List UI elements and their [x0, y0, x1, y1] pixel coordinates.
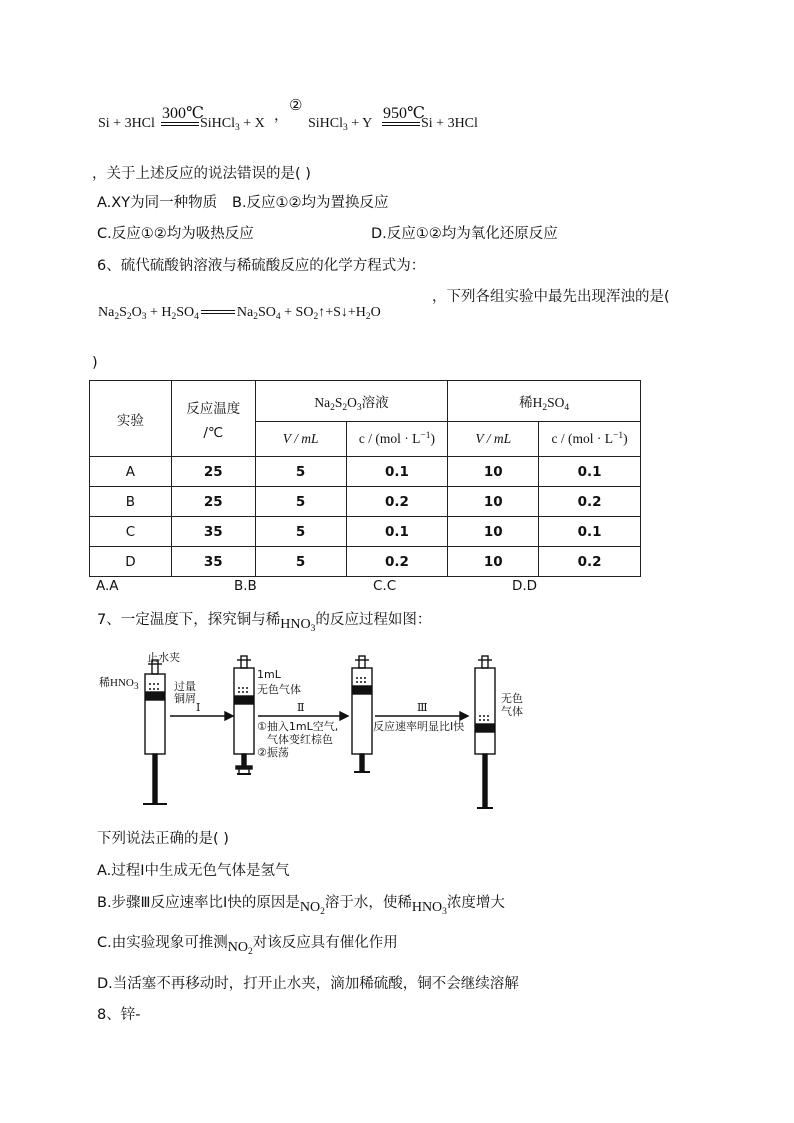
- table-cell: 0.2: [346, 487, 448, 517]
- eq2-condition: 950℃: [383, 105, 425, 122]
- table-cell: 35: [171, 547, 255, 577]
- q8-stem: 8、锌-: [97, 1007, 141, 1023]
- row-label: D: [90, 547, 172, 577]
- header-thiosulfate: $Na_2S_2O_3$溶液: [255, 381, 448, 422]
- q6-stem-tail: ，下列各组实验中最先出现浑浊的是(: [432, 289, 670, 305]
- q6-close-paren: ): [92, 355, 98, 371]
- q6-option-c: C.C: [373, 578, 397, 594]
- table-cell: 10: [448, 517, 539, 547]
- table-cell: 0.2: [539, 547, 641, 577]
- label-final-gas: 气体: [501, 705, 523, 718]
- q5-option-d: D.反应①②均为氧化还原反应: [371, 226, 558, 242]
- table-cell: 5: [255, 547, 346, 577]
- q7-option-c: C.由实验现象可推测$NO_2$对该反应具有催化作用: [97, 935, 398, 957]
- q6-option-b: B.B: [234, 578, 257, 594]
- table-cell: 0.2: [346, 547, 448, 577]
- eq1-rhs: SiHCl$_3$ + X: [200, 116, 265, 133]
- row-label: B: [90, 487, 172, 517]
- table-cell: 25: [171, 487, 255, 517]
- label-final-colorless: 无色: [501, 692, 523, 705]
- table-cell: 5: [255, 457, 346, 487]
- table-row: [90, 457, 641, 487]
- header-volume-1: V / mL: [255, 422, 346, 457]
- eq2-lhs: SiHCl$_3$ + Y: [308, 116, 373, 133]
- q7-option-d: D.当活塞不再移动时，打开止水夹，滴加稀硫酸，铜不会继续溶解: [97, 976, 519, 992]
- table-cell: 10: [448, 547, 539, 577]
- label-step-2: Ⅱ: [297, 702, 305, 714]
- table-cell: 0.1: [346, 517, 448, 547]
- eq1-double-bar: [161, 122, 199, 126]
- header-sulfuric-acid: 稀$H_2SO_4$: [448, 381, 641, 422]
- table-row: [90, 487, 641, 517]
- q6-stem: 6、硫代硫酸钠溶液与稀硫酸反应的化学方程式为：: [97, 258, 426, 274]
- label-step3-text: 反应速率明显比Ⅰ快: [373, 720, 465, 733]
- label-copper-chips: 铜屑: [174, 692, 196, 705]
- header-conc-2: $c / (mol \cdot L^{-1})$: [539, 422, 641, 457]
- q6-equation: $Na_2S_2O_3 + H_2SO_4$ $Na_2SO_4$ + $SO_2↑+S↓+H_2O$: [98, 305, 381, 322]
- header-experiment: 实验: [90, 381, 172, 457]
- eq2-double-bar: [382, 122, 420, 126]
- q7-ask: 下列说法正确的是( ): [97, 831, 229, 847]
- label-step2-c: ②振荡: [257, 746, 289, 759]
- eq2-rhs: Si + 3HCl: [421, 116, 478, 131]
- experiment-figure: [95, 648, 535, 818]
- label-step2-a: ①抽入1mL空气,: [257, 720, 339, 733]
- table-cell: 5: [255, 487, 346, 517]
- table-cell: 5: [255, 517, 346, 547]
- label-stopcock: 止水夹: [147, 651, 180, 664]
- label-step2-b: 气体变红棕色: [267, 733, 333, 746]
- label-gas-volume: 1mL: [257, 668, 281, 681]
- table-cell: 0.1: [346, 457, 448, 487]
- label-step-3: Ⅲ: [417, 702, 428, 714]
- label-excess: 过量: [174, 680, 196, 693]
- q6-option-d: D.D: [512, 578, 538, 594]
- header-temperature: 反应温度 /℃: [171, 381, 255, 457]
- table-cell: 35: [171, 517, 255, 547]
- q5-option-a: A.XY为同一种物质: [97, 195, 218, 211]
- row-label: A: [90, 457, 172, 487]
- eq1-condition: 300℃: [162, 105, 204, 122]
- circled-number-2: ②: [289, 98, 303, 114]
- table-cell: 10: [448, 457, 539, 487]
- experiment-table: [89, 380, 641, 577]
- separator-comma: ，: [274, 108, 289, 124]
- header-conc-1: $c / (mol \cdot L^{-1})$: [346, 422, 448, 457]
- table-cell: 0.1: [539, 517, 641, 547]
- table-row: [90, 547, 641, 577]
- q7-option-b: B.步骤Ⅲ反应速率比Ⅰ快的原因是$NO_2$溶于水，使稀$HNO_3$浓度增大: [97, 895, 505, 917]
- header-volume-2: V / mL: [448, 422, 539, 457]
- q6-option-a: A.A: [96, 578, 119, 594]
- label-colorless-gas: 无色气体: [257, 683, 301, 696]
- table-cell: 10: [448, 487, 539, 517]
- q7-stem: 7、一定温度下，探究铜与稀$HNO_3$的反应过程如图：: [97, 612, 432, 634]
- table-cell: 25: [171, 457, 255, 487]
- q7-option-a: A.过程Ⅰ中生成无色气体是氢气: [97, 863, 290, 879]
- table-cell: 0.2: [539, 487, 641, 517]
- table-cell: 0.1: [539, 457, 641, 487]
- q5-option-c: C.反应①②均为吸热反应: [97, 226, 254, 242]
- row-label: C: [90, 517, 172, 547]
- q5-stem: ，关于上述反应的说法错误的是( ): [92, 166, 311, 182]
- label-step-1: Ⅰ: [196, 702, 201, 714]
- table-row: [90, 517, 641, 547]
- eq1-lhs: Si + 3HCl: [98, 116, 155, 131]
- q5-option-b: B.反应①②均为置换反应: [232, 195, 389, 211]
- label-dilute-hno3: 稀$HNO_3$: [99, 677, 139, 692]
